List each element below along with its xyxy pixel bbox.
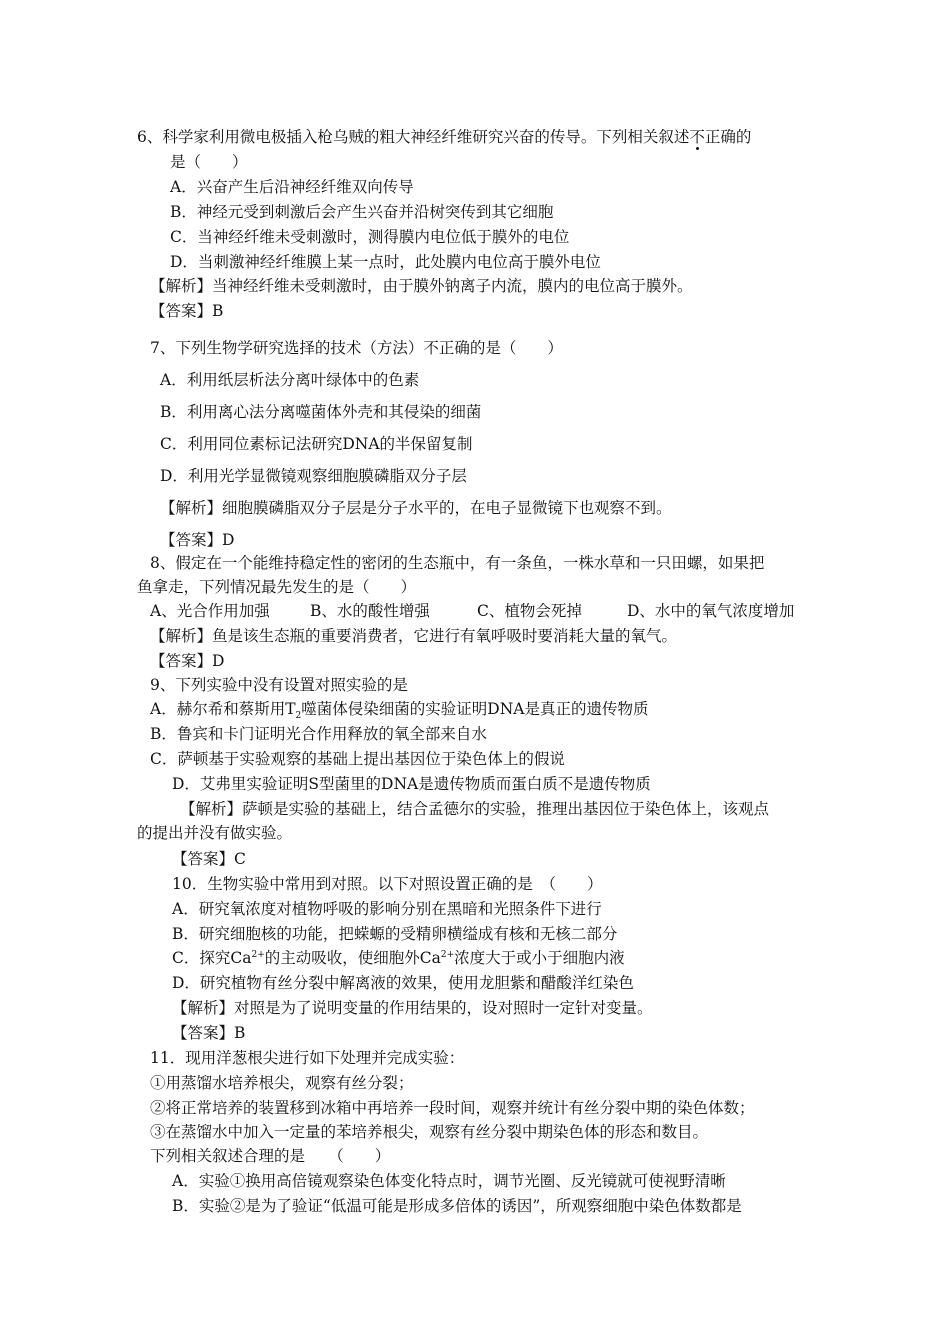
q9-option-d: D．艾弗里实验证明S型菌里的DNA是遗传物质而蛋白质不是遗传物质 [172,775,651,793]
q11-item-1: ①用蒸馏水培养根尖，观察有丝分裂； [150,1074,414,1092]
q6-option-a: A．兴奋产生后沿神经纤维双向传导 [170,178,414,196]
q10-option-d: D．研究植物有丝分裂中解离液的效果，使用龙胆紫和醋酸洋红染色 [172,974,634,992]
q8-option-a: A、光合作用加强 [150,602,270,620]
q9-answer: 【答案】C [172,850,246,868]
q6-answer: 【答案】B [150,302,224,320]
q9-analysis-line1: 【解析】萨顿是实验的基础上，结合孟德尔的实验，推理出基因位于染色体上，该观点 [180,800,770,818]
q10-answer: 【答案】B [172,1024,246,1042]
q10-analysis: 【解析】对照是为了说明变量的作用结果的，设对照时一定针对变量。 [172,999,653,1017]
q6-option-b: B．神经元受到刺激后会产生兴奋并沿树突传到其它细胞 [170,203,554,221]
q7-stem: 7、下列生物学研究选择的技术（方法）不正确的是（ ） [150,339,563,357]
q10-stem: 10．生物实验中常用到对照。以下对照设置正确的是 （ ） [172,875,603,893]
q11-option-b: B．实验②是为了验证“低温可能是形成多倍体的诱因”，所观察细胞中染色体数都是 [172,1197,742,1215]
q6-analysis: 【解析】当神经纤维未受刺激时，由于膜外钠离子内流，膜内的电位高于膜外。 [150,277,693,295]
q10-option-a: A．研究氧浓度对植物呼吸的影响分别在黑暗和光照条件下进行 [172,900,602,918]
q11-question: 下列相关叙述合理的是 （ ） [150,1147,391,1165]
q8-option-c: C、植物会死掉 [477,602,582,620]
q8-stem-line1: 8、假定在一个能维持稳定性的密闭的生态瓶中，有一条鱼，一株水草和一只田螺，如果把 [150,554,765,572]
q9-stem: 9、下列实验中没有设置对照实验的是 [150,676,408,694]
q6-stem-line2: 是（ ） [170,153,248,171]
q7-analysis: 【解析】细胞膜磷脂双分子层是分子水平的，在电子显微镜下也观察不到。 [160,499,672,517]
q9-option-a: A．赫尔希和蔡斯用$T_2$噬菌体侵染细菌的实验证明DNA是真正的遗传物质 [150,700,649,722]
q7-answer: 【答案】D [160,531,235,549]
q9-option-c: C．萨顿基于实验观察的基础上提出基因位于染色体上的假说 [150,750,565,768]
q7-option-d: D．利用光学显微镜观察细胞膜磷脂双分子层 [160,467,467,485]
q8-option-b: B、水的酸性增强 [310,602,430,620]
q8-stem-line2: 鱼拿走，下列情况最先发生的是（ ） [137,578,417,596]
q9-option-b: B．鲁宾和卡门证明光合作用释放的氧全部来自水 [150,725,487,743]
q6-option-c: C．当神经纤维未受刺激时，测得膜内电位低于膜外的电位 [170,228,570,246]
q7-option-c: C．利用同位素标记法研究DNA的半保留复制 [160,435,473,453]
emphasis-dot: 不 [689,128,705,146]
q11-stem: 11．现用洋葱根尖进行如下处理并完成实验： [150,1049,465,1067]
q11-item-3: ③在蒸馏水中加入一定量的苯培养根尖，观察有丝分裂中期染色体的形态和数目。 [150,1123,709,1141]
q10-option-b: B．研究细胞核的功能，把蝾螈的受精卵横缢成有核和无核二部分 [172,925,618,943]
q9-analysis-line2: 的提出并没有做实验。 [137,824,293,842]
q6-option-d: D．当刺激神经纤维膜上某一点时，此处膜内电位高于膜外电位 [170,253,601,271]
q10-option-c: C．探究$Ca^{2+}$的主动吸收，使细胞外$Ca^{2+}$浓度大于或小于细胞内液 [172,949,625,967]
q8-answer: 【答案】D [150,652,225,670]
q8-option-d: D、水中的氧气浓度增加 [627,602,795,620]
q7-option-b: B．利用离心法分离噬菌体外壳和其侵染的细菌 [160,403,482,421]
q6-stem-line1: 6、科学家利用微电极插入枪乌贼的粗大神经纤维研究兴奋的传导。下列相关叙述不正确的 [137,128,752,146]
q11-item-2: ②将正常培养的装置移到冰箱中再培养一段时间，观察并统计有丝分裂中期的染色体数； [150,1099,755,1117]
q11-option-a: A．实验①换用高倍镜观察染色体变化特点时，调节光圈、反光镜就可使视野清晰 [172,1172,726,1190]
q7-option-a: A．利用纸层析法分离叶绿体中的色素 [160,371,420,389]
q8-analysis: 【解析】鱼是该生态瓶的重要消费者，它进行有氧呼吸时要消耗大量的氧气。 [150,627,678,645]
